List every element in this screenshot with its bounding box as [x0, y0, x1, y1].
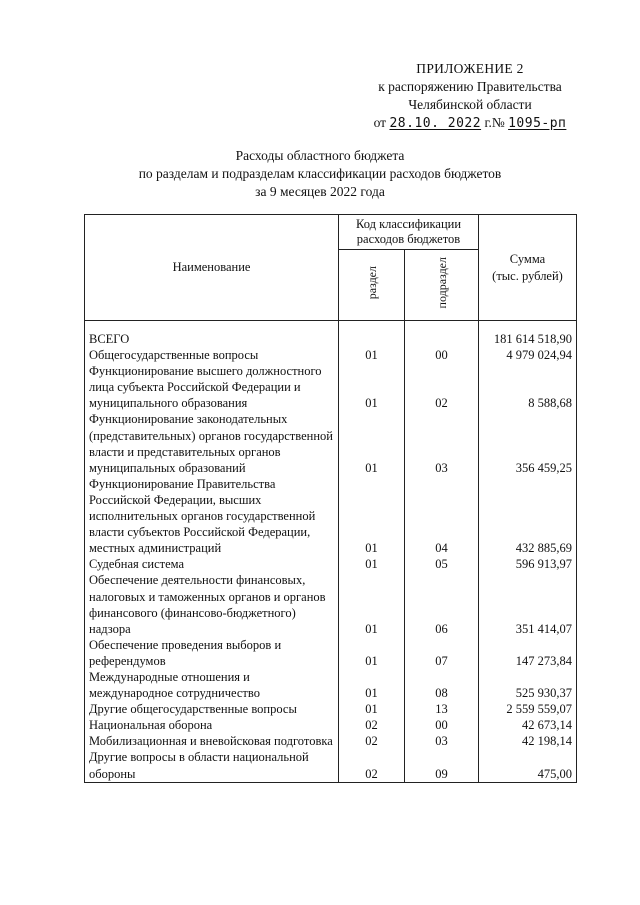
row-section: 01: [339, 669, 405, 701]
appendix-date-line: [360, 114, 580, 133]
table-row: [85, 347, 577, 363]
row-name: Национальная оборона: [85, 717, 339, 733]
row-subsection: 03: [405, 733, 479, 749]
row-section: [339, 331, 405, 347]
header-code-line-1: Код классификации: [355, 217, 462, 231]
row-sum: 42 673,14: [479, 717, 577, 733]
row-sum: 2 559 559,07: [479, 701, 577, 717]
row-name: Другие вопросы в области национальной обороны: [85, 749, 339, 782]
table-row: [85, 331, 577, 347]
row-section: 02: [339, 749, 405, 782]
table-row: [85, 669, 577, 701]
row-name: ВСЕГО: [85, 331, 339, 347]
table-row: [85, 749, 577, 782]
appendix-title: ПРИЛОЖЕНИЕ 2: [416, 61, 524, 76]
table-body: [85, 321, 577, 783]
row-subsection: 06: [405, 572, 479, 636]
row-sum: 596 913,97: [479, 556, 577, 572]
row-subsection: 13: [405, 701, 479, 717]
decree-number: 1095-рп: [508, 116, 567, 131]
row-sum: 181 614 518,90: [479, 331, 577, 347]
row-sum: 475,00: [479, 749, 577, 782]
row-name: Функционирование высшего должностного лица субъекта Российской Федерации и муниципального образования: [85, 363, 339, 411]
header-sum: [479, 215, 577, 321]
row-section: 01: [339, 572, 405, 636]
appendix-line-1: к распоряжению Правительства: [378, 79, 562, 94]
row-name: Обеспечение деятельности финансовых, налоговых и таможенных органов и органов финансового (финансово-бюджетного) надзора: [85, 572, 339, 636]
row-name: Судебная система: [85, 556, 339, 572]
row-name: Международные отношения и международное сотрудничество: [85, 669, 339, 701]
row-sum: 147 273,84: [479, 637, 577, 669]
title-line-3: за 9 месяцев 2022 года: [255, 184, 385, 199]
date-prefix: от: [373, 115, 387, 130]
table-row: [85, 637, 577, 669]
row-subsection: 03: [405, 411, 479, 475]
row-section: 01: [339, 347, 405, 363]
row-sum: 356 459,25: [479, 411, 577, 475]
row-name: Общегосударственные вопросы: [85, 347, 339, 363]
table-row: [85, 733, 577, 749]
row-subsection: 09: [405, 749, 479, 782]
row-sum: 42 198,14: [479, 733, 577, 749]
row-name: Другие общегосударственные вопросы: [85, 701, 339, 717]
row-section: 01: [339, 476, 405, 556]
row-sum: 351 414,07: [479, 572, 577, 636]
title-line-1: Расходы областного бюджета: [235, 148, 405, 163]
row-name: Обеспечение проведения выборов и референдумов: [85, 637, 339, 669]
header-sum-line-1: Сумма: [509, 251, 546, 266]
row-sum: 4 979 024,94: [479, 347, 577, 363]
row-section: 01: [339, 701, 405, 717]
row-subsection: 08: [405, 669, 479, 701]
number-prefix: г.№: [484, 115, 505, 130]
table-header: [85, 215, 577, 321]
row-section: 02: [339, 717, 405, 733]
table-row: [85, 717, 577, 733]
budget-table: [84, 214, 577, 783]
table-row: [85, 556, 577, 572]
row-name: Функционирование Правительства Российской Федерации, высших исполнительных органов государственной власти субъектов Российской Федерации, местных администраций: [85, 476, 339, 556]
table-spacer-row: [85, 321, 577, 332]
row-section: 01: [339, 363, 405, 411]
row-subsection: 00: [405, 717, 479, 733]
header-code-group: [339, 215, 479, 250]
row-sum: 432 885,69: [479, 476, 577, 556]
row-name: Функционирование законодательных (представительных) органов государственной власти и представительных органов муниципальных образований: [85, 411, 339, 475]
row-section: 01: [339, 637, 405, 669]
header-section: [339, 250, 405, 321]
decree-date: 28.10. 2022: [389, 116, 482, 131]
row-section: 02: [339, 733, 405, 749]
table-row: [85, 701, 577, 717]
header-subsection: [405, 250, 479, 321]
table-row: [85, 476, 577, 556]
row-subsection: 07: [405, 637, 479, 669]
row-section: 01: [339, 411, 405, 475]
row-subsection: 02: [405, 363, 479, 411]
row-section: 01: [339, 556, 405, 572]
header-subsection-label: подраздел: [434, 257, 449, 309]
document-title: [100, 147, 540, 201]
table-row: [85, 411, 577, 475]
row-sum: 8 588,68: [479, 363, 577, 411]
appendix-line-2: Челябинской области: [408, 97, 532, 112]
header-name: Наименование: [85, 215, 339, 321]
header-code-line-2: расходов бюджетов: [356, 232, 461, 246]
appendix-header: [360, 60, 580, 133]
row-subsection: [405, 331, 479, 347]
header-section-label: раздел: [364, 266, 379, 300]
row-name: Мобилизационная и вневойсковая подготовка: [85, 733, 339, 749]
title-line-2: по разделам и подразделам классификации расходов бюджетов: [138, 166, 502, 181]
table-row: [85, 572, 577, 636]
row-subsection: 00: [405, 347, 479, 363]
row-subsection: 04: [405, 476, 479, 556]
header-sum-line-2: (тыс. рублей): [492, 268, 563, 283]
table-row: [85, 363, 577, 411]
row-subsection: 05: [405, 556, 479, 572]
row-sum: 525 930,37: [479, 669, 577, 701]
